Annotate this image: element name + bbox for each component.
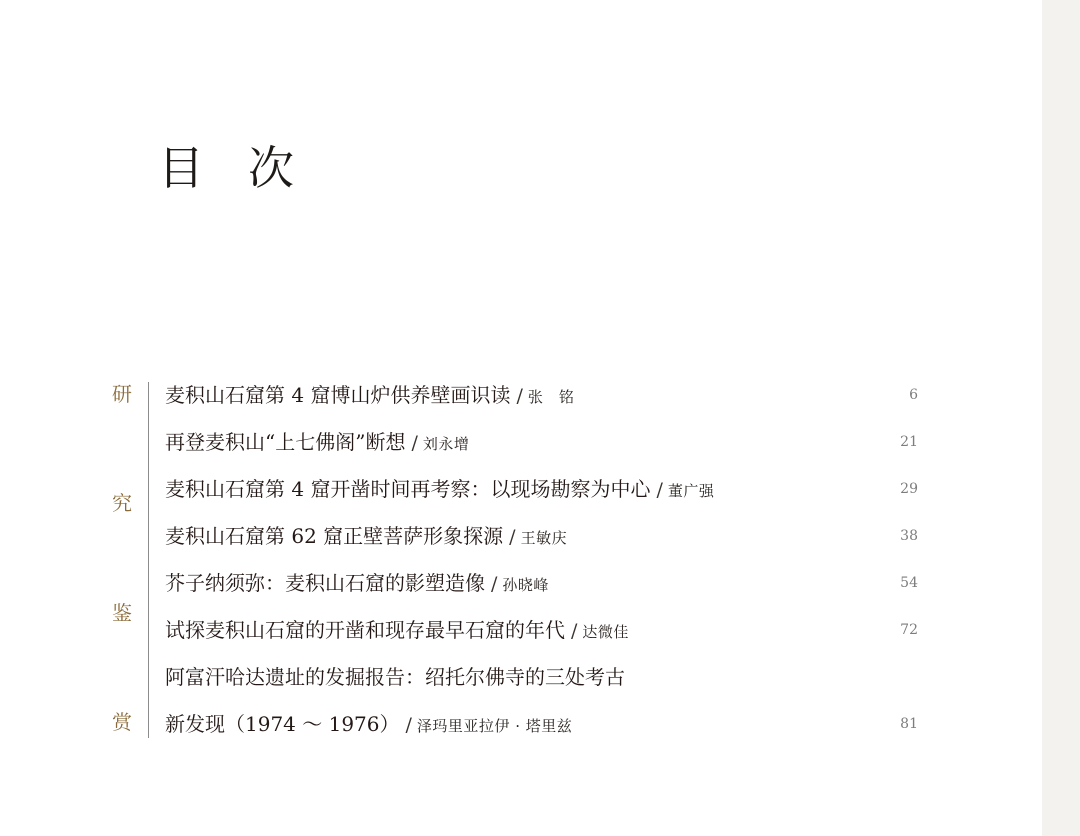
toc-entry-author: 董广强 <box>667 482 715 500</box>
toc-entry-author: 王敏庆 <box>520 529 568 547</box>
toc-entry-title: 芥子纳须弥：麦积山石窟的影塑造像 <box>165 571 485 595</box>
toc-entry-title: 再登麦积山“上七佛阁”断想 <box>165 430 406 454</box>
toc-entry-author: 孙晓峰 <box>502 576 549 594</box>
toc-entry-separator: / <box>411 432 418 454</box>
toc-entry-author: 泽玛里亚拉伊 · 塔里兹 <box>416 717 573 735</box>
toc-entry-page-number: 6 <box>909 387 918 403</box>
toc-entry-title-line <box>165 568 549 600</box>
section-label-shang: 赏 <box>112 710 132 734</box>
toc-entry-title-line <box>165 380 574 412</box>
toc-entry-title: 阿富汗哈达遗址的发掘报告：绍托尔佛寺的三处考古 <box>165 665 625 689</box>
toc-entry-separator: / <box>571 620 578 642</box>
section-label-yan: 研 <box>112 382 132 406</box>
toc-entry[interactable] <box>165 380 925 414</box>
toc-entry-title-line <box>165 521 567 553</box>
title-char-mu: 目 <box>158 141 204 195</box>
toc-entry-page-number: 38 <box>900 528 918 544</box>
section-label-jiu: 究 <box>112 491 132 515</box>
title-char-ci: 次 <box>248 141 294 195</box>
toc-entry[interactable] <box>165 615 925 649</box>
toc-entry-page-number: 29 <box>900 481 918 497</box>
toc-entry-separator: / <box>491 573 498 595</box>
toc-entry-separator: / <box>509 526 516 548</box>
toc-entry[interactable] <box>165 521 925 555</box>
toc-entry-title: 麦积山石窟第 4 窟博山炉供养壁画识读 <box>165 383 511 407</box>
page-title <box>158 138 294 198</box>
toc-entry[interactable] <box>165 709 925 743</box>
toc-entry-page-number: 72 <box>900 622 918 638</box>
toc-entry-title-line <box>165 427 469 459</box>
toc-entry-author: 达微佳 <box>582 623 629 641</box>
toc-entry-page-number: 54 <box>900 575 918 591</box>
toc-entry-separator: / <box>656 479 663 501</box>
toc-entry[interactable] <box>165 427 925 461</box>
toc-entry-title-line <box>165 662 636 694</box>
toc-entry-author: 刘永增 <box>422 435 470 453</box>
toc-entry-title-line <box>165 474 714 506</box>
section-label-jian: 鉴 <box>112 601 132 625</box>
toc-entry-author: 张 铭 <box>527 388 575 406</box>
toc-entry-title: 麦积山石窟第 4 窟开凿时间再考察：以现场勘察为中心 <box>165 477 651 501</box>
toc-entry-title: 新发现（1974 ～ 1976） <box>165 712 400 736</box>
toc-entry-title: 试探麦积山石窟的开凿和现存最早石窟的年代 <box>165 618 565 642</box>
toc-entry-title-line <box>165 615 629 647</box>
toc-entry-title-line <box>165 709 572 741</box>
toc-entry-title: 麦积山石窟第 62 窟正壁菩萨形象探源 <box>165 524 504 548</box>
page-edge-strip <box>1042 0 1080 836</box>
toc-entry-separator: / <box>516 385 523 407</box>
toc-entry[interactable] <box>165 568 925 602</box>
toc-entry[interactable] <box>165 474 925 508</box>
section-divider-line <box>148 382 149 738</box>
toc-entry-page-number: 81 <box>900 716 918 732</box>
toc-entry-page-number: 21 <box>900 434 918 450</box>
toc-entry[interactable] <box>165 662 925 696</box>
toc-entry-separator: / <box>405 714 412 736</box>
